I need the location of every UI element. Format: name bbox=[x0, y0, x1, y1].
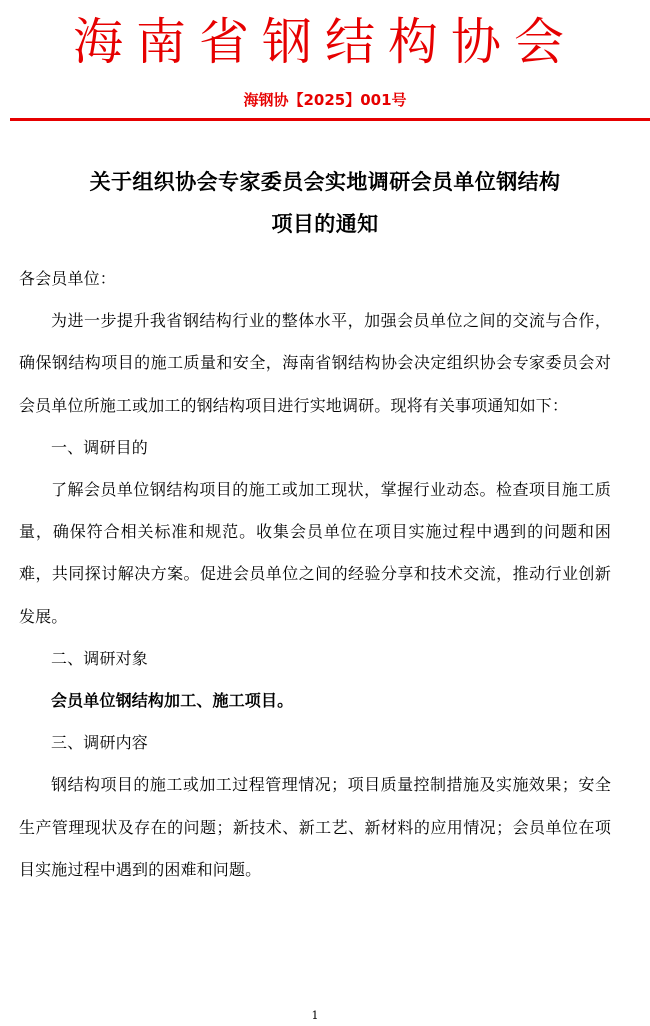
document-body bbox=[19, 258, 611, 891]
document-title-line-2: 项目的通知 bbox=[271, 212, 379, 236]
document-number: 海钢协【2025】001号 bbox=[243, 91, 407, 109]
document-title-line-1: 关于组织协会专家委员会实地调研会员单位钢结构 bbox=[89, 170, 561, 194]
section-1-heading: 一、调研目的 bbox=[51, 437, 148, 457]
salutation: 各会员单位： bbox=[19, 269, 116, 288]
section-1-paragraph: 了解会员单位钢结构项目的施工或加工现状，掌握行业动态。检查项目施工质量，确保符合相关标准和规范。收集会员单位在项目实施过程中遇到的问题和困难，共同探讨解决方案。促进会员单位之间的经验分享和技术交流，推动行业创新发展。 bbox=[19, 480, 611, 626]
section-2-heading: 二、调研对象 bbox=[51, 648, 148, 668]
intro-paragraph: 为进一步提升我省钢结构行业的整体水平，加强会员单位之间的交流与合作，确保钢结构项目的施工质量和安全，海南省钢结构协会决定组织协会专家委员会对会员单位所施工或加工的钢结构项目进行实地调研。现将有关事项通知如下： bbox=[19, 311, 611, 415]
header-divider bbox=[10, 118, 650, 121]
organization-header: 海南省钢结构协会 bbox=[73, 13, 577, 71]
page-number: 1 bbox=[311, 1009, 319, 1022]
section-2-paragraph: 会员单位钢结构加工、施工项目。 bbox=[51, 691, 294, 711]
section-3-heading: 三、调研内容 bbox=[51, 733, 148, 753]
section-3-paragraph: 钢结构项目的施工或加工过程管理情况；项目质量控制措施及实施效果；安全生产管理现状及存在的问题；新技术、新工艺、新材料的应用情况；会员单位在项目实施过程中遇到的困难和问题。 bbox=[19, 775, 611, 879]
